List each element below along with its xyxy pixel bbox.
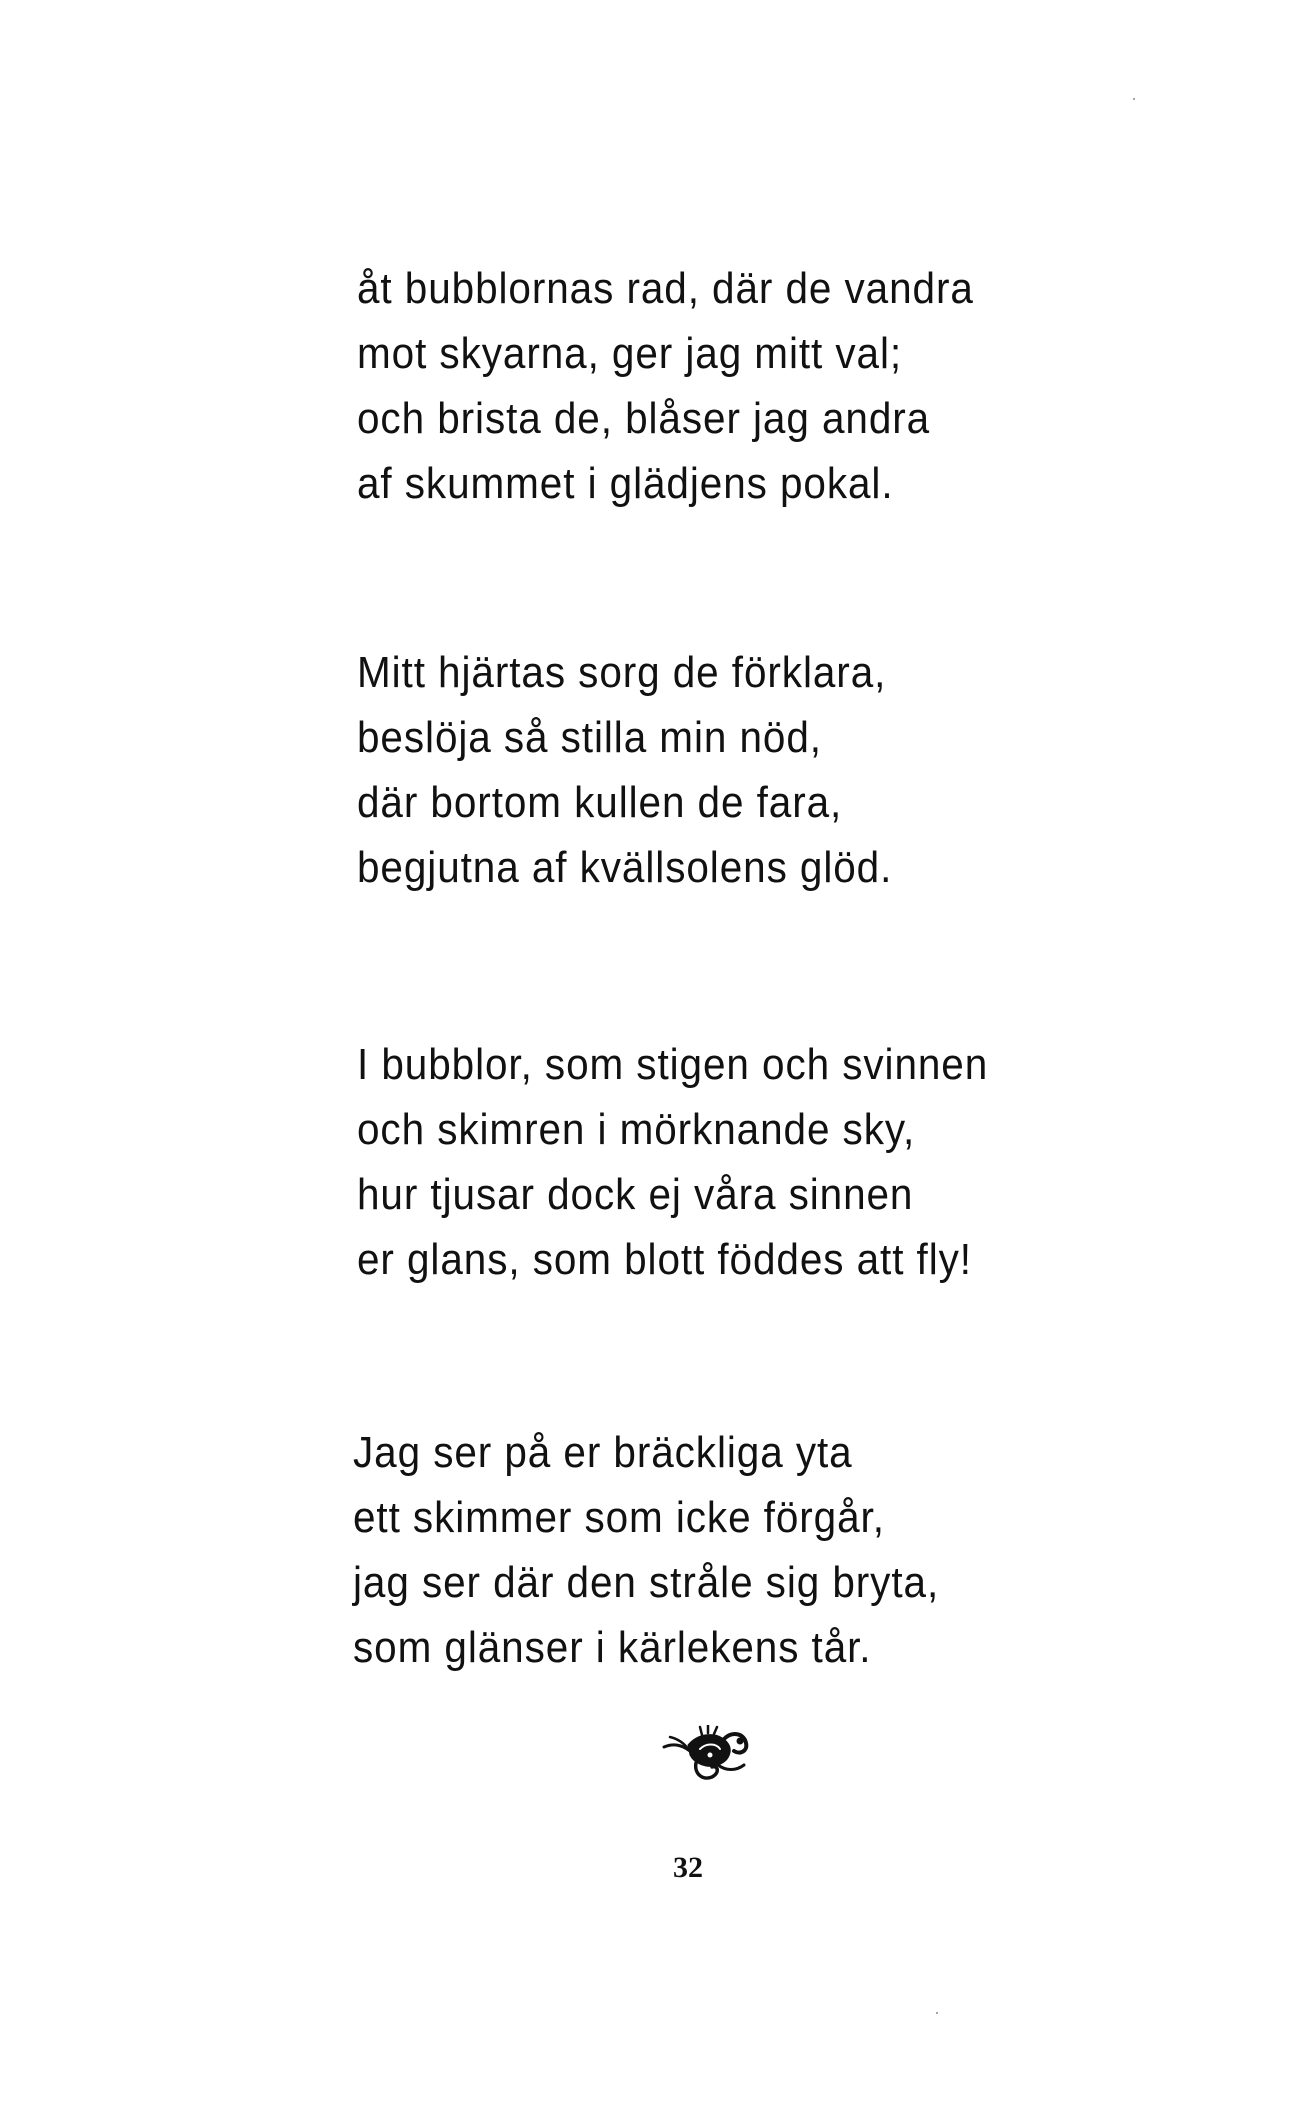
- poem-line: beslöja så stilla min nöd,: [357, 713, 822, 762]
- poem-line: begjutna af kvällsolens glöd.: [357, 843, 893, 892]
- poem-line: jag ser där den stråle sig bryta,: [353, 1558, 940, 1607]
- poem-line: åt bubblornas rad, där de vandra: [357, 264, 974, 313]
- paper-speck: [1133, 98, 1135, 100]
- poem-line: som glänser i kärlekens tår.: [353, 1623, 872, 1672]
- poem-line: hur tjusar dock ej våra sinnen: [357, 1170, 914, 1219]
- poem-line: Mitt hjärtas sorg de förklara,: [357, 648, 887, 697]
- poem-line: er glans, som blott föddes att fly!: [357, 1235, 972, 1284]
- poem-line: ett skimmer som icke förgår,: [353, 1493, 885, 1542]
- poem-stanza-2: [357, 640, 1157, 900]
- poem-stanza-3: [357, 1032, 1157, 1292]
- poem-line: där bortom kullen de fara,: [357, 778, 843, 827]
- poem-line: mot skyarna, ger jag mitt val;: [357, 329, 903, 378]
- page-number: 32: [673, 1851, 703, 1884]
- poem-line: af skummet i glädjens pokal.: [357, 459, 894, 508]
- fleuron-ornament-icon: [660, 1725, 756, 1785]
- poem-line: och brista de, blåser jag andra: [357, 394, 931, 443]
- poem-line: och skimren i mörknande sky,: [357, 1105, 916, 1154]
- poem-stanza-4: [353, 1420, 1153, 1680]
- paper-speck: [936, 2012, 938, 2014]
- poem-stanza-1: [357, 256, 1157, 516]
- poem-line: I bubblor, som stigen och svinnen: [357, 1040, 989, 1089]
- poem-line: Jag ser på er bräckliga yta: [353, 1428, 853, 1477]
